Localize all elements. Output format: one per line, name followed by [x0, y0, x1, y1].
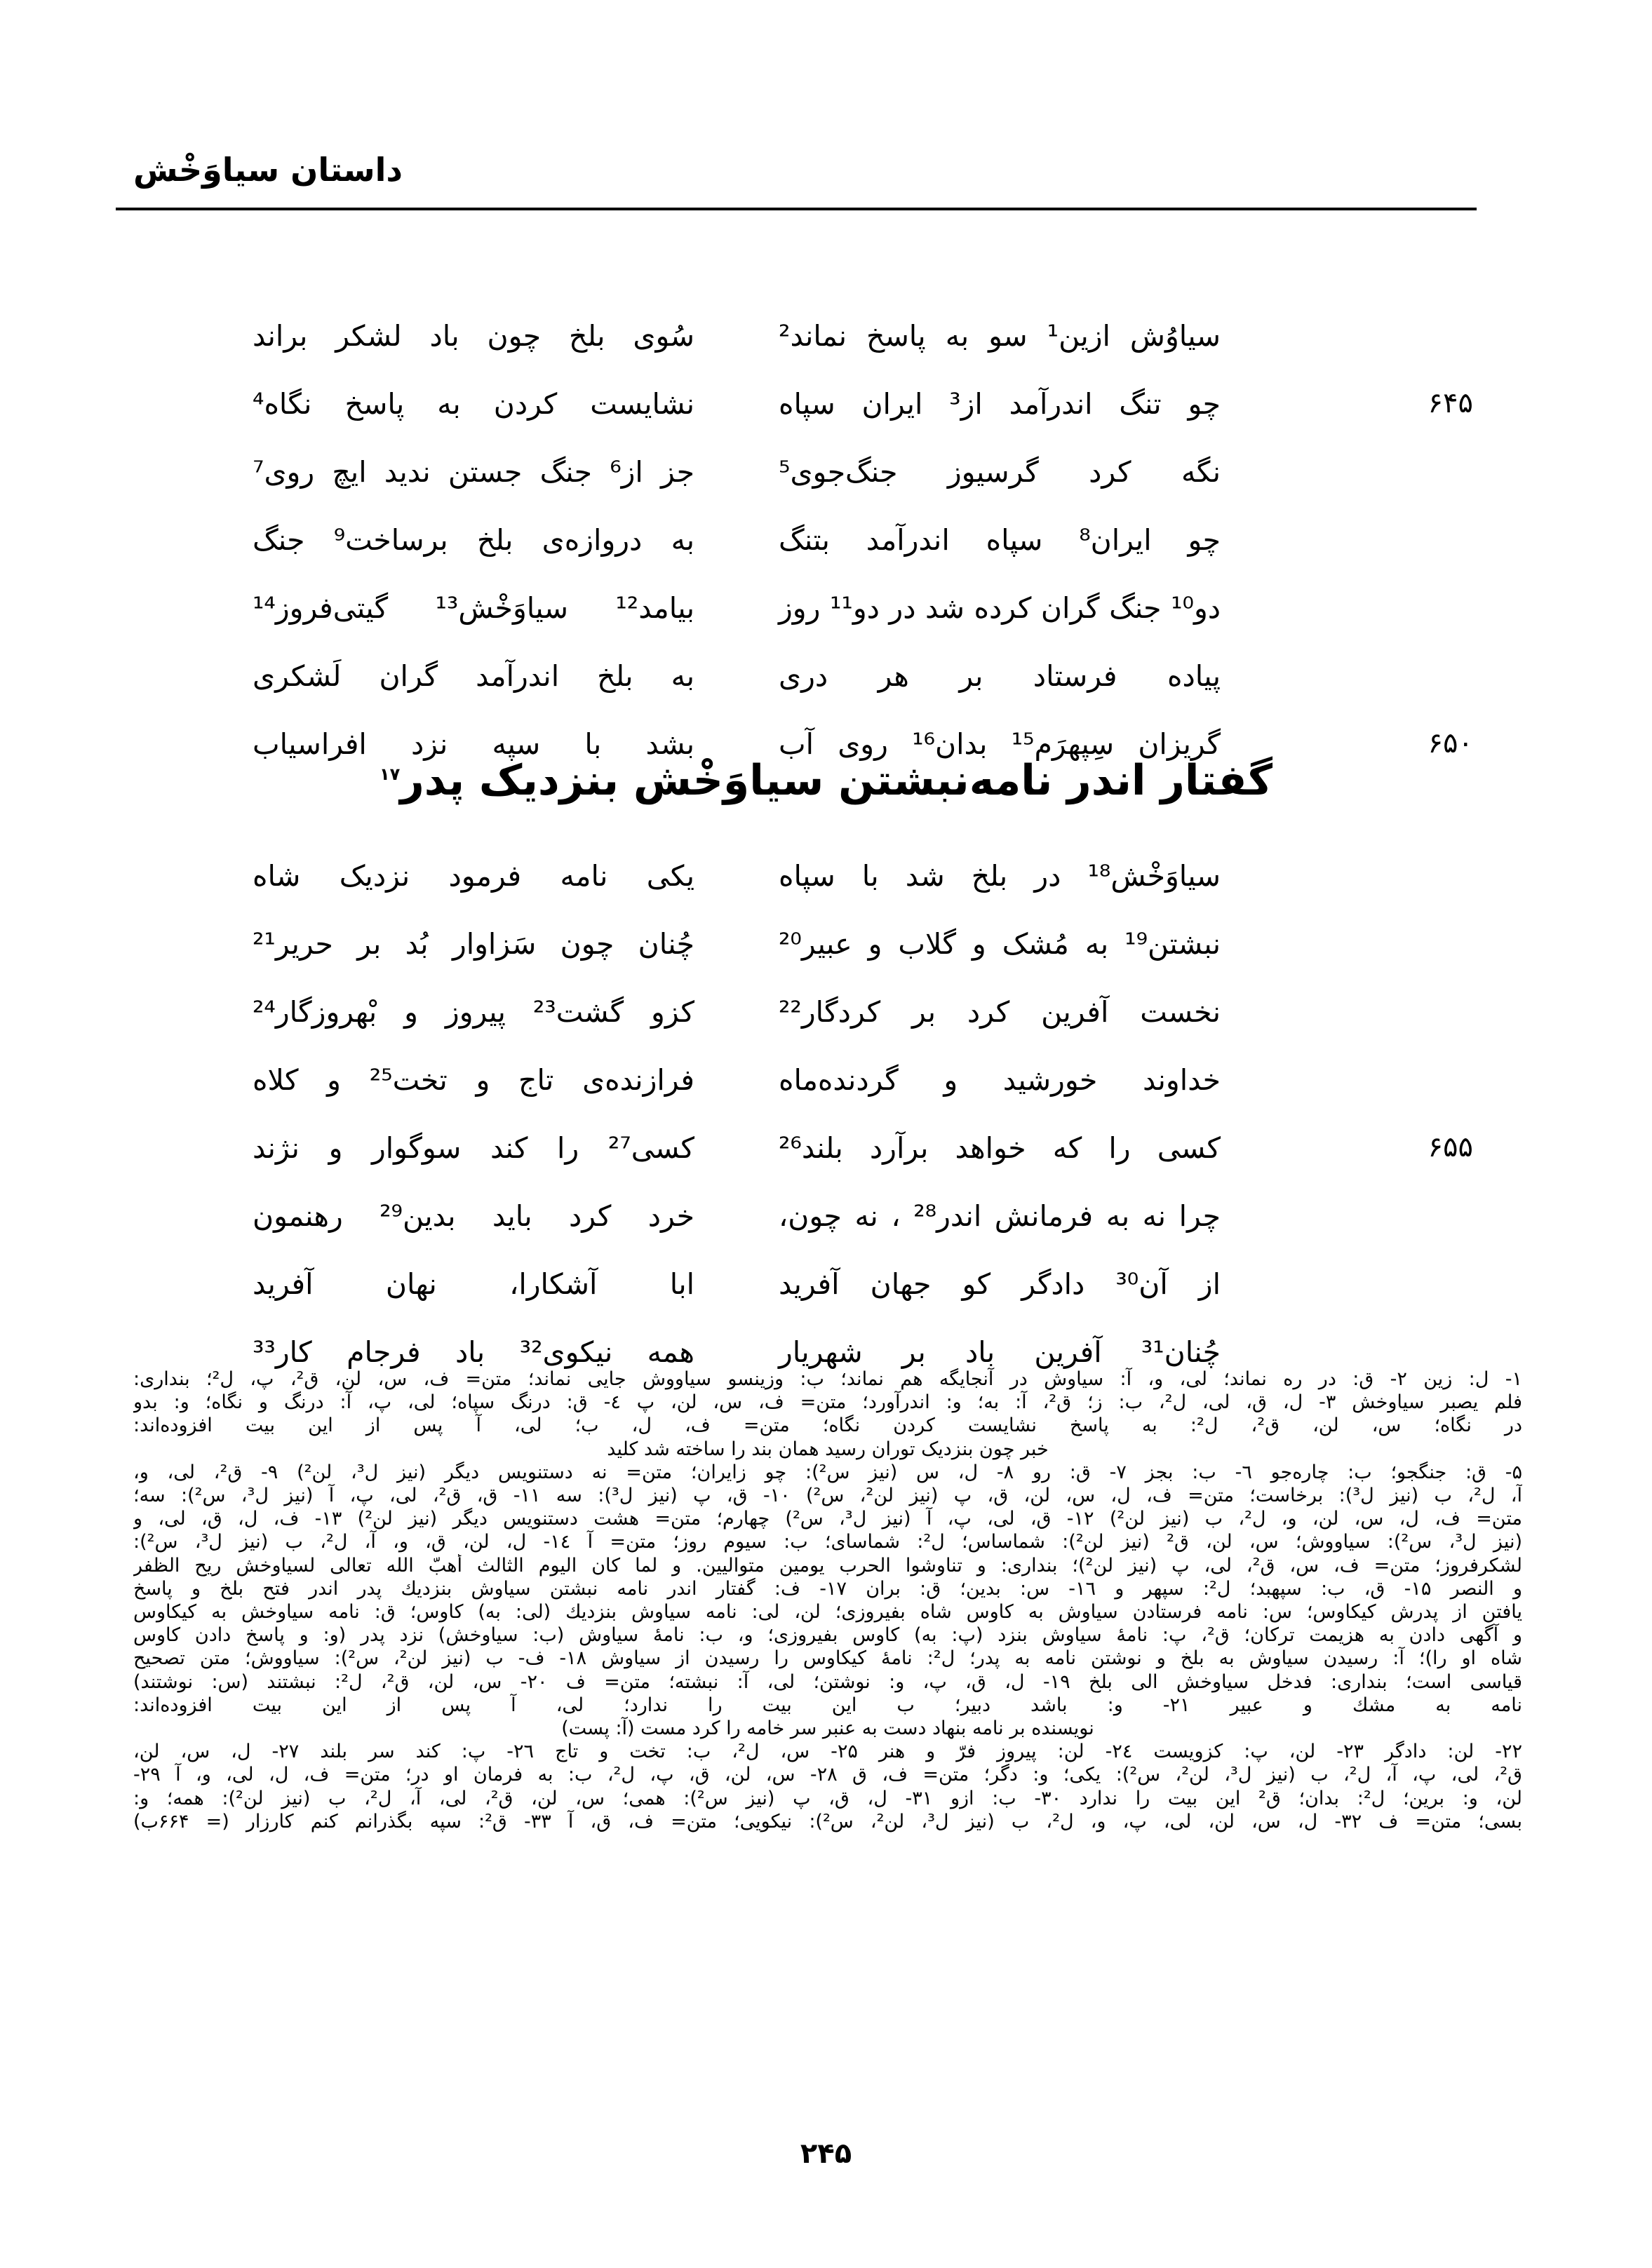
footnote-line: لن، و: برین؛ ل²: بدان؛ ق² این بیت را ندارد ۳۰- ب: ازو ۳۱- ل، ق، پ (نیز س²): همی؛ س، لن، ق²، لی، آ، ل²، ب (نیز لن²): همه؛ و: [133, 1787, 1522, 1809]
footnote-line: در نگاه؛ س، لن، ق²، ل²: به پاسخ نشایست کردن نگاه؛ متن= ف، ل، ب؛ لی، آ پس از این بیت افزوده‌اند: [133, 1415, 1522, 1437]
hemistich-second: چُنان چون سَزاوار بُد بر حریر²¹ [253, 927, 694, 961]
hemistich-second: به دروازه‌ی بلخ برساخت⁹ جنگ [253, 523, 694, 557]
hemistich-first: سیاوُش ازین¹ سو به پاسخ نماند² [779, 319, 1221, 353]
footnote-line: فلم یصبر سیاوخش ۳- ل، ق، لی، ل²، ب: ز؛ ق²، آ: به؛ و: اندرآورد؛ متن= ف، س، لن، پ ٤- ق: درنگ سپاه؛ لی، پ، آ: درنگ و نگاه؛ و: بدو [133, 1391, 1522, 1414]
hemistich-second: جز از⁶ جنگ جستن ندید ایچ روی⁷ [253, 455, 694, 489]
section-heading-text: گفتار اندر نامه‌نبشتن سیاوَخْش بنزدیک پدر [400, 756, 1273, 805]
header-rule [116, 208, 1477, 210]
footnote-added-verse: نویسنده بر نامه بنهاد دست به عنبر سر خامه را کرد مست (آ: پست) [561, 1717, 1094, 1740]
verse-row [231, 455, 1473, 523]
verse-row [231, 523, 1473, 591]
hemistich-first: دو¹⁰ جنگ گران کرده شد در دو¹¹ روز [779, 591, 1221, 625]
footnotes-apparatus [133, 1368, 1522, 1833]
hemistich-second: فرازنده‌ی تاج و تخت²⁵ و کلاه [253, 1063, 694, 1097]
verse-row [231, 319, 1473, 387]
running-head-title: داستان سیاوَخْش [133, 151, 403, 189]
section-heading [0, 756, 1652, 805]
verse-row [231, 1199, 1473, 1267]
footnote-added-verse: خبر چون بنزدیک توران رسید همان بند را ساخته شد کلید [607, 1438, 1049, 1460]
hemistich-second: ابا آشکارا، نهان آفرید [253, 1267, 694, 1301]
verse-number: ۶۴۵ [1428, 387, 1473, 419]
footnote-line: (نیز ل³، س²): سیاووش؛ س، لن، ق² (نیز لن²): شماساس؛ ل²: شماسای؛ ب: سیوم روز؛ متن= آ ١٤- ل، لن، ق، و، آ، ل²، ب (نیز ل³، س²): [133, 1531, 1522, 1553]
hemistich-second: همه نیکوی³² باد فرجام کار³³ [253, 1335, 694, 1369]
footnote-line: متن= ف، ل، س، لن، و، ل²، ب (نیز لن²) ۱۲- ق، لی، پ، آ (نیز ل³، س²) چهارم؛ متن= هشت دستنویس دیگر (نیز لن²) ۱۳- ف، ل، ق، لی، و [133, 1508, 1522, 1530]
hemistich-first: نبشتن¹⁹ به مُشک و گلاب و عبیر²⁰ [779, 927, 1221, 961]
hemistich-first: گریزان سِپهرَم¹⁵ بدان¹⁶ روی آب [779, 727, 1221, 761]
heading-footnote-marker: ۱۷ [379, 764, 401, 784]
verse-row [231, 859, 1473, 927]
page-number: ۲۴۵ [800, 2138, 852, 2170]
hemistich-second: سُوی بلخ چون باد لشکر براند [253, 319, 694, 353]
footnote-line: ق²، لی، پ، آ، ل²، ب (نیز ل³، لن²، س²): یکی؛ و: دگر؛ متن= ف، ق ۲۸- س، لن، ق، پ، ل²، ب: به فرمان او در؛ متن= ف، ل، لی، و، آ ۲۹- [133, 1764, 1522, 1786]
footnote-line: یافتن از پدرش کیکاوس؛ س: نامه فرستادن سیاوش به کاوس شاه بفیروزی؛ لن، لی: نامه سیاوش بنزدیك (لی: به) کاوس؛ ق: نامه سیاوخش به کیکاوس [133, 1601, 1522, 1624]
verse-row [231, 1063, 1473, 1131]
hemistich-second: خرد کرد باید بدین²⁹ رهنمون [253, 1199, 694, 1233]
hemistich-second: بیامد¹² سیاوَخْش¹³ گیتی‌فروز¹⁴ [253, 591, 694, 625]
hemistich-second: کزو گشت²³ پیروز و بْهروزگار²⁴ [253, 995, 694, 1029]
footnote-line: و آگهی دادن به هزیمت ترکان؛ ق²، پ: نامهٔ سیاوش بنزد (پ: به) کاوس بفیروزی؛ و، ب: نامهٔ سیاوش (ب: سیاوخش) نزد پدر (و: و پاسخ دادن کاوس [133, 1624, 1522, 1647]
footnote-line: ۲۲- لن: دادگر ۲۳- لن، پ: کزویست ۲٤- لن: پیروز فرّ و هنر ۲۵- س، ل²، ب: تخت و تاج ۲٦- پ: کند سر بلند ۲۷- ل، س، لن، [133, 1741, 1522, 1763]
verse-number: ۶۵۵ [1428, 1131, 1473, 1163]
hemistich-first: چُنان³¹ آفرین باد بر شهریار [779, 1335, 1221, 1369]
verse-number: ۶۵۰ [1428, 727, 1473, 760]
hemistich-second: بشد با سپه نزد افراسیاب [253, 727, 694, 761]
hemistich-first: چو ایران⁸ سپاه اندرآمد بتنگ [779, 523, 1221, 557]
hemistich-first: از آن³⁰ دادگر کو جهان آفرید [779, 1267, 1221, 1301]
footnote-line: قیاسی است؛ بنداری: فدخل سیاوخش الی بلخ ۱۹- ل، ق، پ، و: نوشتن؛ لی، آ: نبشته؛ متن= ف ۲۰- س، لن، ق²، ل²: نبشتند (س: نوشتند) [133, 1670, 1522, 1693]
verse-row [231, 1267, 1473, 1335]
footnote-line: نامه به مشك و عبیر ۲۱- و: باشد دبیر؛ ب این بیت را ندارد؛ لی، آ پس از این بیت افزوده‌اند: [133, 1694, 1522, 1716]
hemistich-second: یکی نامه فرمود نزدیک شاه [253, 859, 694, 893]
footnote-line: شاه او را)؛ آ: رسیدن سیاوش به بلخ و نوشتن نامه به پدر؛ ل²: نامهٔ کیکاوس را رسیدن از سیاوش ۱۸- ف- ب (نیز لن²، س²): سیاووش؛ متن تصحیح [133, 1647, 1522, 1670]
footnote-line: بسی؛ متن= ف ۳۲- ل، س، لن، لی، پ، و، ل²، ب (نیز ل³، لن²، س²): نیکویی؛ متن= ف، ق، آ ۳۳- ق²: سپه بگذرانم کنم کارزار (= ۶۶۴ب) [133, 1810, 1522, 1832]
verse-row [231, 995, 1473, 1063]
hemistich-first: نخست آفرین کرد بر کردگار²² [779, 995, 1221, 1029]
verse-row [231, 591, 1473, 659]
hemistich-first: کسی را که خواهد برآرد بلند²⁶ [779, 1131, 1221, 1165]
verse-row [231, 1131, 1473, 1199]
hemistich-second: نشایست کردن به پاسخ نگاه⁴ [253, 387, 694, 421]
hemistich-first: سیاوَخْش¹⁸ در بلخ شد با سپاه [779, 859, 1221, 893]
footnote-line: آ، ل²، ب (نیز ل³): برخاست؛ متن= ف، ل، س، لن، ق، پ (نیز لن²، س²) ۱۰- ق، پ (نیز ل³): سه ۱۱- ق، ق²، لی، پ، آ (نیز ل³، س²): سه؛ [133, 1485, 1522, 1507]
hemistich-first: پیاده فرستاد بر هر دری [779, 659, 1221, 693]
hemistich-first: چو تنگ اندرآمد از³ ایران سپاه [779, 387, 1221, 421]
footnote-line: ۵- ق: جنگجو؛ ب: چاره‌جو ٦- ب: بجز ۷- ق: رو ۸- ل، س (نیز س²): چو زایران؛ متن= نه دستنویس دیگر (نیز ل³، لن²) ۹- ق²، لی، و، [133, 1461, 1522, 1483]
hemistich-second: به بلخ اندرآمد گران لَشکری [253, 659, 694, 693]
footnote-line: لشکرفروز؛ متن= ف، س، ق²، لی، پ (نیز لن²)؛ بنداری: و تناوشوا الحرب یومین متوالیین. و لما کان الیوم الثالث أهبّ الله تعالی لسیاوخش ریح الظفر [133, 1554, 1522, 1577]
verse-row [231, 387, 1473, 455]
verse-section-2 [231, 859, 1473, 1403]
hemistich-second: کسی²⁷ را کند سوگوار و نژند [253, 1131, 694, 1165]
hemistich-first: چرا نه به فرمانش اندر²⁸ ، نه چون، [779, 1199, 1221, 1233]
hemistich-first: نگه کرد گرسیوز جنگ‌جوی⁵ [779, 455, 1221, 489]
footnote-line: ۱- ل: زین ۲- ق: در ره نماند؛ لی، و، آ: سیاوش در آنجایگه هم نماند؛ ب: وزینسو سیاووش جایی نماند؛ متن= ف، س، لن، ق²، پ، ل²؛ بنداری: [133, 1368, 1522, 1390]
verse-row [231, 927, 1473, 995]
hemistich-first: خداوند خورشید و گردنده‌ماه [779, 1063, 1221, 1097]
verse-row [231, 659, 1473, 727]
verse-section-1 [231, 319, 1473, 795]
footnote-line: و النصر ۱۵- ق، ب: سپهبد؛ ل²: سپهر و ۱٦- س: بدین؛ ق: بران ۱۷- ف: گفتار اندر نامه نبشتن سیاوش بنزدیك پدر اندر فتح بلخ و پاسخ [133, 1577, 1522, 1600]
